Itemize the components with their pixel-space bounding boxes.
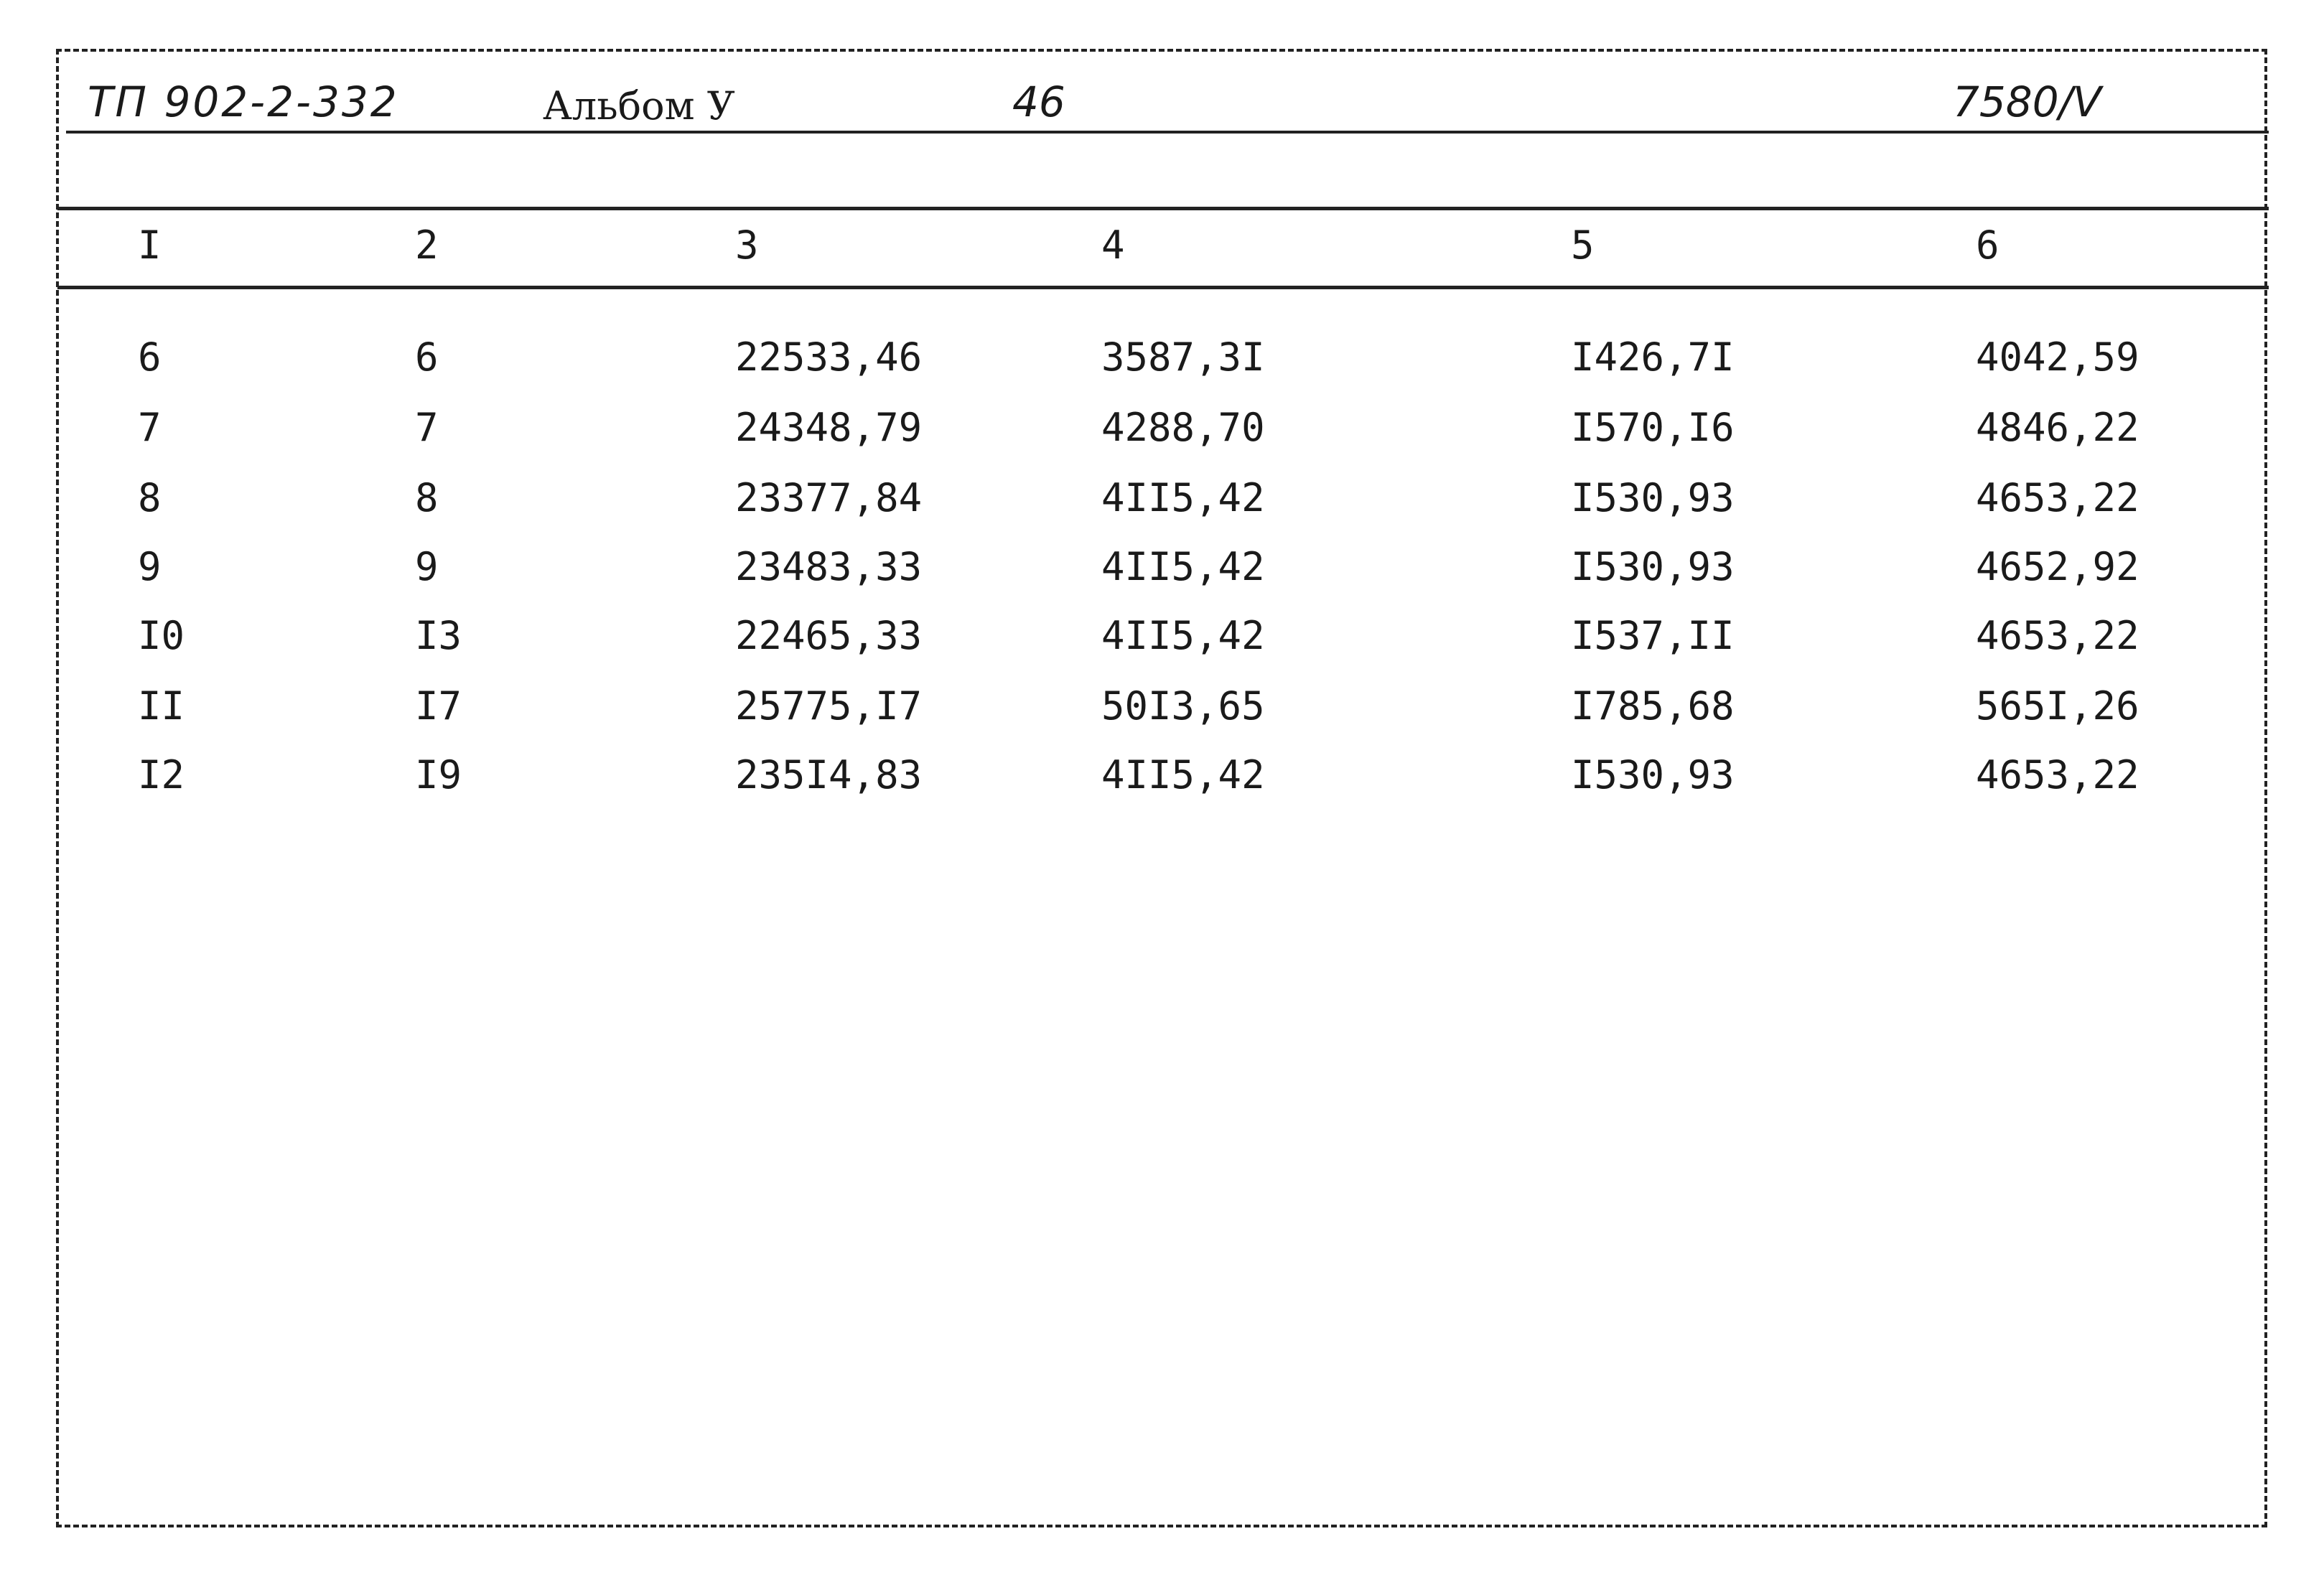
table-cell: I2 [138, 752, 185, 797]
table-cell: 24348,79 [735, 405, 923, 450]
table-cell: 4653,22 [1976, 613, 2139, 658]
table-cell: 4652,92 [1976, 544, 2139, 589]
table-row [0, 613, 2324, 682]
table-cell: 4846,22 [1976, 405, 2139, 450]
table-cell: I785,68 [1571, 683, 1735, 729]
table-cell: 50I3,65 [1101, 683, 1265, 729]
table-cell: 23483,33 [735, 544, 923, 589]
table-cell: 4653,22 [1976, 475, 2139, 520]
table-row [0, 683, 2324, 752]
table-cell: I530,93 [1571, 752, 1735, 797]
table-cell: 235I4,83 [735, 752, 923, 797]
table-cell: I426,7I [1571, 334, 1735, 380]
table-cell: 8 [415, 475, 439, 520]
document-number: 7580/V [1953, 78, 2101, 126]
table-row [0, 405, 2324, 474]
table-cell: I570,I6 [1571, 405, 1735, 450]
column-header-5: 5 [1571, 223, 1595, 268]
column-header-2: 2 [415, 223, 439, 268]
table-row [0, 475, 2324, 544]
album-label: Альбом У [543, 83, 735, 128]
table-cell: 23377,84 [735, 475, 923, 520]
table-cell: 4288,70 [1101, 405, 1265, 450]
column-header-3: 3 [735, 223, 759, 268]
column-header-4: 4 [1101, 223, 1125, 268]
table-top-rule [57, 207, 2269, 210]
table-cell: 22465,33 [735, 613, 923, 658]
column-header-1: I [138, 223, 162, 268]
table-cell: I537,II [1571, 613, 1735, 658]
table-cell: 6 [415, 334, 439, 380]
table-cell: 3587,3I [1101, 334, 1265, 380]
table-cell: I9 [415, 752, 462, 797]
table-cell: 565I,26 [1976, 683, 2139, 729]
table-cell: 8 [138, 475, 162, 520]
column-header-6: 6 [1976, 223, 1999, 268]
header-underline [66, 131, 2269, 134]
page-number: 46 [1012, 78, 1065, 126]
table-cell: 9 [415, 544, 439, 589]
table-cell: 7 [415, 405, 439, 450]
column-header-rule [57, 286, 2269, 289]
table-cell: 9 [138, 544, 162, 589]
table-cell: 25775,I7 [735, 683, 923, 729]
table-row [0, 334, 2324, 403]
table-cell: 4II5,42 [1101, 475, 1265, 520]
table-cell: 4II5,42 [1101, 752, 1265, 797]
table-cell: I7 [415, 683, 462, 729]
table-cell: I530,93 [1571, 475, 1735, 520]
table-cell: 6 [138, 334, 162, 380]
table-cell: 22533,46 [735, 334, 923, 380]
project-code: ТП 902-2-332 [88, 78, 399, 126]
table-cell: I3 [415, 613, 462, 658]
table-cell: 4II5,42 [1101, 544, 1265, 589]
table-row [0, 544, 2324, 613]
table-row [0, 752, 2324, 821]
table-cell: I0 [138, 613, 185, 658]
table-cell: 4653,22 [1976, 752, 2139, 797]
table-cell: 7 [138, 405, 162, 450]
table-cell: 4II5,42 [1101, 613, 1265, 658]
table-cell: II [138, 683, 185, 729]
table-cell: 4042,59 [1976, 334, 2139, 380]
table-cell: I530,93 [1571, 544, 1735, 589]
